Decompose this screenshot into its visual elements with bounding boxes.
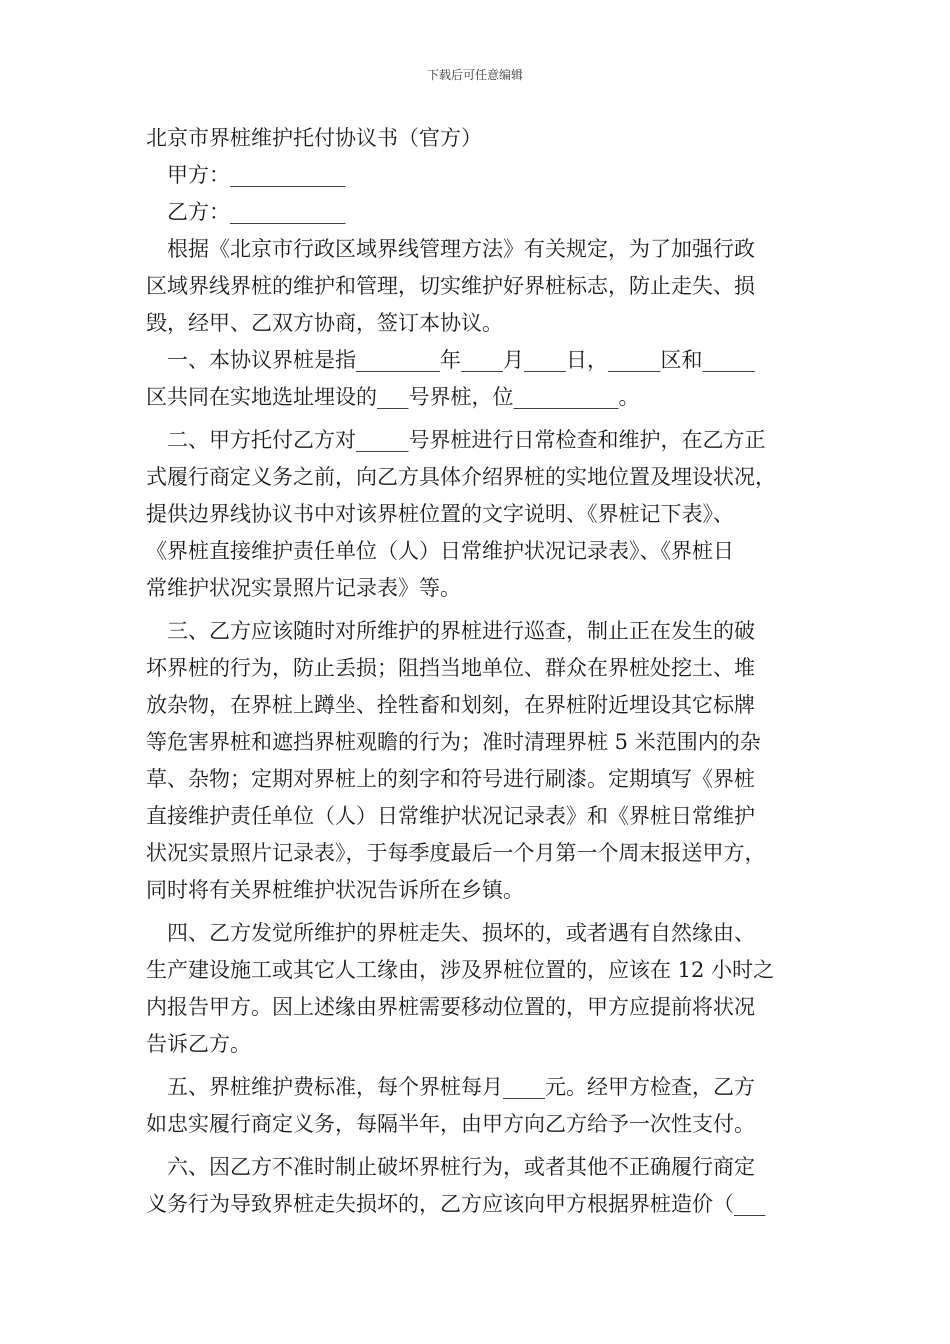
paragraph-line: 放杂物，在界桩上蹲坐、拴牲畜和划刻，在界桩附近埋设其它标牌 (146, 693, 755, 717)
paragraph-line: 草、杂物；定期对界桩上的刻字和符号进行刷漆。定期填写《界桩 (146, 767, 755, 791)
paragraph-line: 同时将有关界桩维护状况告诉所在乡镇。 (146, 878, 524, 902)
paragraph-line: 一、本协议界桩是指________年____月____日，_____区和_____ (167, 348, 755, 372)
clause-6-paragraph (146, 1149, 822, 1223)
document-title: 北京市界桩维护托付协议书（官方） (146, 126, 482, 150)
paragraph-line: 告诉乙方。 (146, 1032, 251, 1056)
paragraph-line: 提供边界线协议书中对该界桩位置的文字说明、《界桩记下表》、 (146, 502, 734, 526)
paragraph-line: 如忠实履行商定义务，每隔半年，由甲方向乙方给予一次性支付。 (146, 1112, 755, 1136)
paragraph-line: 五、界桩维护费标准，每个界桩每月____元。经甲方检查，乙方 (167, 1075, 755, 1099)
paragraph-line: 根据《北京市行政区域界线管理方法》有关规定，为了加强行政 (167, 237, 755, 261)
paragraph-line: 状况实景照片记录表》，于每季度最后一个月第一个周末报送甲方， (146, 841, 766, 865)
paragraph-line: 《界桩直接维护责任单位（人）日常维护状况记录表》、《界桩日 (146, 539, 734, 563)
party-b-line: 乙方：___________ (167, 200, 346, 224)
paragraph-line: 三、乙方应该随时对所维护的界桩进行巡查，制止正在发生的破 (167, 619, 755, 643)
paragraph-line: 坏界桩的行为，防止丢损；阻挡当地单位、群众在界桩处挖土、堆 (146, 656, 755, 680)
paragraph-line: 毁，经甲、乙双方协商，签订本协议。 (146, 311, 503, 335)
clause-5-paragraph (146, 1069, 822, 1143)
clause-1-paragraph (146, 342, 822, 416)
clause-4-paragraph (146, 915, 822, 1063)
paragraph-line: 内报告甲方。因上述缘由界桩需要移动位置的，甲方应提前将状况 (146, 995, 755, 1019)
document-body (146, 120, 822, 1223)
paragraph-line: 区共同在实地选址埋设的___号界桩，位__________。 (146, 385, 640, 409)
paragraph-line: 义务行为导致界桩走失损坏的，乙方应该向甲方根据界桩造价（___ (146, 1192, 766, 1216)
paragraph-line: 四、乙方发觉所维护的界桩走失、损坏的，或者遇有自然缘由、 (167, 921, 755, 945)
paragraph-line: 直接维护责任单位（人）日常维护状况记录表》和《界桩日常维护 (146, 804, 755, 828)
page-header: 下载后可任意编辑 (426, 68, 523, 82)
party-a-line: 甲方：___________ (167, 163, 346, 187)
paragraph-line: 常维护状况实景照片记录表》等。 (146, 576, 461, 600)
clause-3-paragraph (146, 613, 822, 909)
paragraph-line: 等危害界桩和遮挡界桩观瞻的行为；准时清理界桩 5 米范围内的杂 (146, 730, 761, 754)
paragraph-line: 六、因乙方不准时制止破坏界桩行为，或者其他不正确履行商定 (167, 1155, 755, 1179)
paragraph-line: 式履行商定义务之前，向乙方具体介绍界桩的实地位置及埋设状况， (146, 465, 776, 489)
paragraph-line: 生产建设施工或其它人工缘由，涉及界桩位置的，应该在 12 小时之 (146, 958, 775, 982)
paragraph-line: 区域界线界桩的维护和管理，切实维护好界桩标志，防止走失、损 (146, 274, 755, 298)
paragraph-line: 二、甲方托付乙方对_____号界桩进行日常检查和维护，在乙方正 (167, 428, 766, 452)
preamble-paragraph (146, 231, 822, 342)
clause-2-paragraph (146, 422, 822, 607)
